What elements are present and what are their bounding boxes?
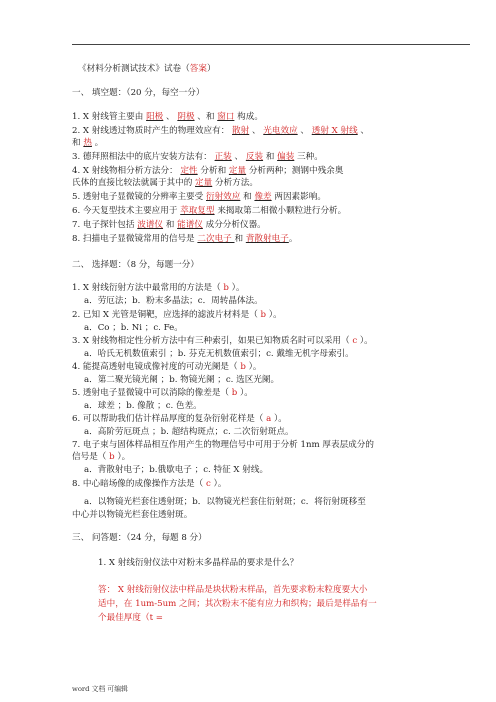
choice-answer: c <box>205 479 211 489</box>
answer-blank: 阴极 <box>177 112 195 122</box>
answer-blank: 定量 <box>195 178 213 188</box>
answer-blank: 热 <box>83 138 92 148</box>
answer-blank: 定量 <box>228 166 247 176</box>
answer-blank: 阳极 <box>146 112 164 122</box>
answer-blank: 定性 <box>180 166 198 176</box>
footer-text: word 文档 可编辑 <box>72 685 128 693</box>
choice-answer: b <box>223 283 229 293</box>
page-title <box>78 64 216 75</box>
q5: 5. 透射电子显微镜的分辨率主要受 衍射效应 和 像差 两因素影响。 <box>72 192 326 202</box>
answer-blank: 散射 <box>232 126 250 136</box>
q4: 4. X 射线物相分析方法分： 定性 分析和 定量 分析两种；测钢中残余奥 <box>72 166 344 176</box>
answer-blank: 二次电子 <box>197 234 235 244</box>
title-end: ） <box>206 64 216 74</box>
q8: 8. 扫描电子显微镜常用的信号是 二次电子 和 背散射电子。 <box>72 234 298 244</box>
answer-1-line-2: 适中，在 1um-5um 之间；其次粉末不能有应力和织构；最后是样品有一 <box>98 599 377 609</box>
choice-8: 8. 中心暗场像的成像操作方法是（ c ）。 <box>72 479 227 489</box>
q6: 6. 今天复型技术主要应用于 萃取复型 来揭取第二相微小颗粒进行分析。 <box>72 206 347 216</box>
answer-blank: 窗口 <box>217 112 235 122</box>
answer-blank: 萃取复型 <box>180 206 215 216</box>
section-1-heading: 一、 填空题：（20 分，每空一分） <box>72 88 205 98</box>
choice-answer: b <box>109 452 115 462</box>
q7: 7. 电子探针包括 波谱仪 和 能谱仪 成分分析仪器。 <box>72 220 266 230</box>
choice-1-options: a．劳厄法；b．粉末多晶法；c．周转晶体法。 <box>84 296 263 306</box>
answer-1-line-1: 答： X 射线衍射仪法中样品是块状粉末样品，首先要求粉末粒度要大小 <box>98 585 368 595</box>
title-text: 《材料分析测试技术》试卷（ <box>78 64 190 74</box>
choice-5-options: a．球差 ；b. 像散 ；c. 色差。 <box>84 401 202 411</box>
choice-answer: a <box>266 414 272 424</box>
answer-mark: 答案 <box>189 64 207 74</box>
choice-2-options: a．Co ；b. Ni ；c. Fe。 <box>84 323 183 333</box>
q1: 1. X 射线管主要由 阳极 、 阴极 、和 窗口 构成。 <box>72 112 263 122</box>
choice-3-options: a．哈氏无机数值索引 ；b. 芬克无机数值索引；c. 戴维无机字母索引。 <box>84 349 354 359</box>
choice-3: 3. X 射线物相定性分析方法中有三种索引，如果已知物质名时可以采用（ c ）。 <box>72 336 373 346</box>
section-2-heading: 二、 选择题：（8 分，每题一分） <box>72 260 199 270</box>
choice-5: 5. 透射电子显微镜中可以消除的像差是（ b ）。 <box>72 388 253 398</box>
choice-7: 7. 电子束与固体样品相互作用产生的物理信号中可用于分析 1nm 厚表层成分的 <box>72 440 374 450</box>
choice-6-options: a．高阶劳厄斑点 ；b. 超结构斑点；c. 二次衍射斑点。 <box>84 427 294 437</box>
q4-cont: 氏体的直接比较法就属于其中的 定量 分析方法。 <box>72 178 258 188</box>
header-rule <box>72 44 470 45</box>
q3: 3. 德拜照相法中的底片安装方法有： 正装 、 反装 和 偏装 三种。 <box>72 152 323 162</box>
choice-4: 4. 能提高透射电镜成像衬度的可动光阑是（ b ）。 <box>72 362 262 372</box>
q2-cont: 和 热 。 <box>72 138 104 148</box>
answer-blank: 透射 X 射线 <box>311 126 358 136</box>
answer-1-line-3: 个最佳厚度（t = <box>98 613 163 623</box>
answer-blank: 像差 <box>254 192 272 202</box>
choice-1: 1. X 射线衍射方法中最常用的方法是（ b ）。 <box>72 283 245 293</box>
answer-question-1: 1. X 射线衍射仪法中对粉末多晶样品的要求是什么？ <box>98 558 299 568</box>
choice-4-options: a．第二聚光镜光阑 ；b. 物镜光阑 ；c. 选区光阑。 <box>84 375 280 385</box>
answer-blank: 反装 <box>245 152 264 162</box>
choice-7-options: a．背散射电子；b.俄歇电子 ；c. 特征 X 射线。 <box>84 465 269 475</box>
choice-8-options-cont: 中心并以物镜光栏套住透射斑。 <box>72 510 193 520</box>
answer-blank: 正装 <box>214 152 232 162</box>
section-3-heading: 三、 问答题：（24 分，每题 8 分） <box>72 533 207 543</box>
answer-blank: 能谱仪 <box>177 220 203 230</box>
q2: 2. X 射线透过物质时产生的物理效应有： 散射 、 光电效应 、 透射 X 射线 、 <box>72 126 370 136</box>
answer-blank: 波谱仪 <box>137 220 164 230</box>
choice-6: 6. 可以帮助我们估计样品厚度的复杂衍射花样是（ a ）。 <box>72 414 287 424</box>
answer-blank: 偏装 <box>277 152 295 162</box>
choice-7-cont: 信号是（ b ）。 <box>72 452 131 462</box>
choice-2: 2. 已知 X 光管是铜靶，应选择的滤波片材料是（ b ）。 <box>72 310 282 320</box>
choice-answer: c <box>352 336 358 346</box>
choice-8-options: a．以物镜光栏套住透射斑；b．以物镜光栏套住衍射斑；c．将衍射斑移至 <box>84 497 366 507</box>
answer-blank: 衍射效应 <box>205 192 241 202</box>
answer-blank: 光电效应 <box>263 126 298 136</box>
choice-answer: b <box>240 362 246 372</box>
choice-answer: b <box>231 388 238 398</box>
choice-answer: b <box>260 310 267 320</box>
answer-blank: 背散射电子 <box>245 234 289 244</box>
